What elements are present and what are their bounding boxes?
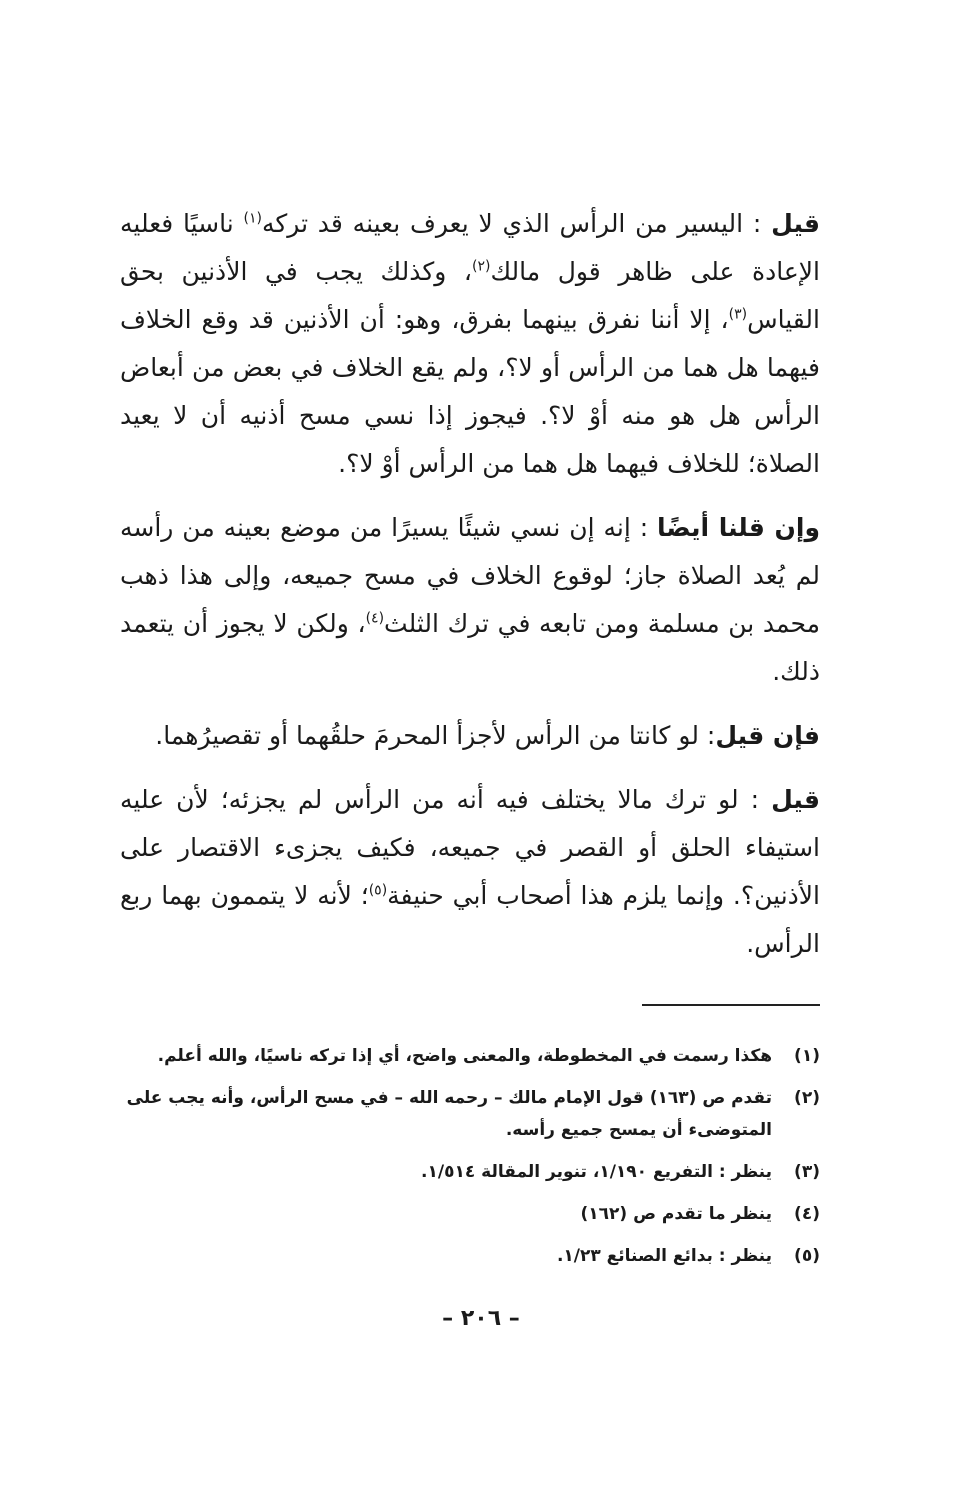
page-number: – ٢٠٦ – bbox=[442, 1306, 520, 1331]
lead-word: وإن قلنا أيضًا bbox=[657, 513, 820, 542]
footnote-ref: (٥) bbox=[368, 882, 388, 899]
text-segment: : إنه إن نسي شيئًا يسيرًا من موضع بعينه من رأسه لم يُعد الصلاة جاز؛ لوقوع الخلاف في مسح جميعه، وإلى هذا ذهب محمد بن مسلمة ومن تابعه في ترك الثلث bbox=[120, 513, 820, 638]
footnote-separator bbox=[642, 1004, 820, 1006]
footnotes bbox=[120, 1040, 820, 1282]
footnote-item bbox=[120, 1156, 820, 1188]
footnote-item bbox=[120, 1040, 820, 1072]
footnote-text: ينظر : بدائع الصنائع ١/٢٣. bbox=[556, 1246, 772, 1266]
footnote-number: (٤) bbox=[794, 1204, 820, 1224]
paragraph-3 bbox=[120, 712, 820, 760]
text-segment: ، وكذلك يجب في الأذنين بحق القياس bbox=[120, 257, 820, 334]
main-text bbox=[120, 200, 820, 984]
footnote-item bbox=[120, 1240, 820, 1272]
footnote-item bbox=[120, 1082, 820, 1146]
footnote-number: (٢) bbox=[794, 1088, 820, 1108]
paragraph-1 bbox=[120, 200, 820, 488]
footnote-ref: (١) bbox=[243, 210, 262, 227]
footnote-number: (٣) bbox=[794, 1162, 820, 1182]
footnote-number: (٥) bbox=[794, 1246, 820, 1266]
lead-word: قيل bbox=[771, 209, 821, 238]
text-segment: ، ولكن لا يجوز أن يتعمد ذلك. bbox=[120, 609, 820, 686]
footnote-ref: (٤) bbox=[365, 610, 385, 627]
text-segment: ناسيًا فعليه الإعادة على ظاهر قول مالك bbox=[120, 209, 820, 286]
lead-word: قيل bbox=[771, 785, 820, 814]
footnote-text: ينظر ما تقدم ص (١٦٢) bbox=[580, 1204, 772, 1224]
footnote-text: ينظر : التفريع ١/١٩٠، تنوير المقالة ١/٥١٤. bbox=[421, 1162, 772, 1182]
text-segment: ؛ لأنه لا يتممون بهما ربع الرأس. bbox=[120, 881, 820, 958]
lead-word: فإن قيل bbox=[715, 721, 820, 750]
footnote-ref: (٢) bbox=[471, 258, 491, 275]
text-segment: : لو ترك مالا يختلف فيه أنه من الرأس لم يجزئه؛ لأن عليه استيفاء الحلق أو القصر في جميعه، فكيف يجزىء الاقتصار على الأذنين؟. وإنما يلزم هذا أصحاب أبي حنيفة bbox=[120, 785, 820, 910]
footnote-text: تقدم ص (١٦٣) قول الإمام مالك – رحمه الله – في مسح الرأس، وأنه يجب على المتوضىء أن يمسح جميع رأسه. bbox=[126, 1088, 772, 1140]
text-segment: : لو كانتا من الرأس لأجزأ المحرمَ حلقُهما أو تقصيرُهما. bbox=[155, 721, 716, 750]
text-segment: ، إلا أننا نفرق بينهما بفرق، وهو: أن الأذنين قد وقع الخلاف فيهما هل هما من الرأس أو لا؟، ولم يقع الخلاف في بعض من أبعاض الرأس هل هو منه أوْ لا؟. فيجوز إذا نسي مسح أذنيه أن لا يعيد الصلاة؛ للخلاف فيهما هل هما من الرأس أوْ لا؟. bbox=[120, 305, 820, 478]
text-segment: : اليسير من الرأس الذي لا يعرف بعينه قد تركه bbox=[261, 209, 772, 238]
paragraph-4 bbox=[120, 776, 820, 968]
footnote-item bbox=[120, 1198, 820, 1230]
footnote-ref: (٣) bbox=[728, 306, 748, 323]
paragraph-2 bbox=[120, 504, 820, 696]
footnote-text: هكذا رسمت في المخطوطة، والمعنى واضح، أي إذا تركه ناسيًا، والله أعلم. bbox=[157, 1046, 772, 1066]
footnote-number: (١) bbox=[794, 1046, 820, 1066]
